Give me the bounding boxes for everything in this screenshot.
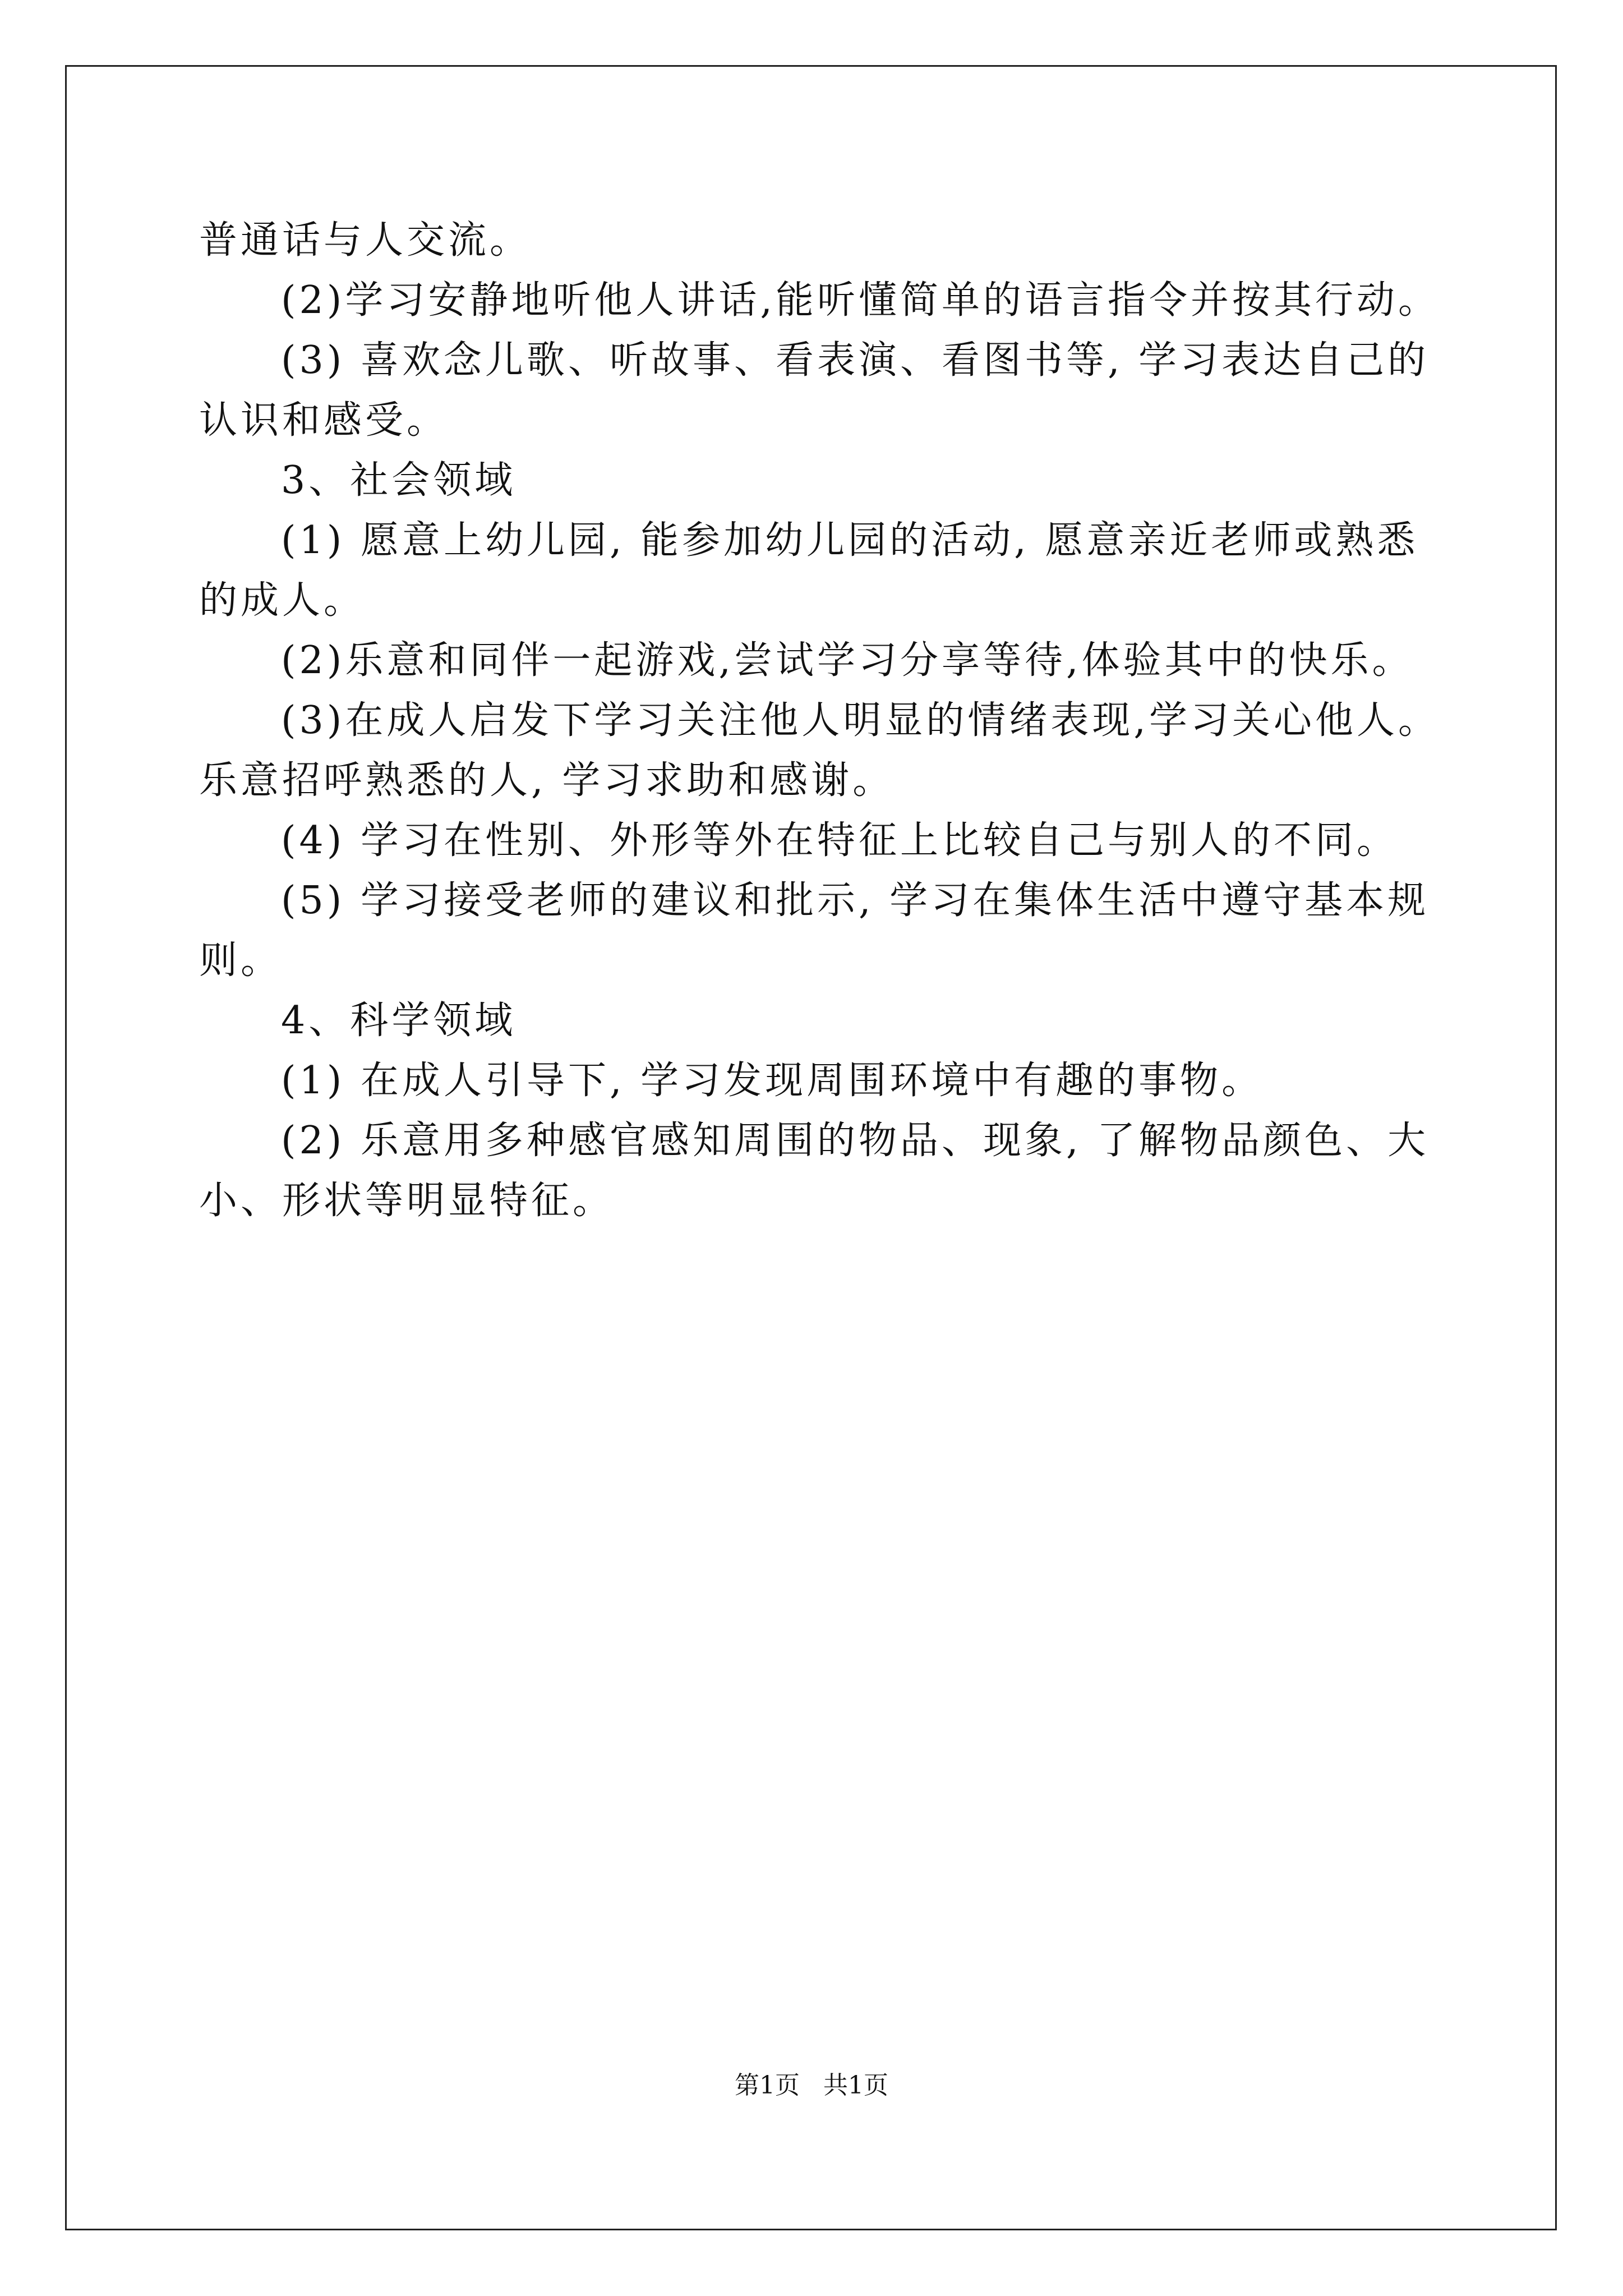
section-heading: 4、科学领域 [281,999,517,1043]
paragraph-line: 则。 [199,938,283,983]
paragraph-line: (3)在成人启发下学习关注他人明显的情绪表现,学习关心他人。 [281,698,1440,743]
paragraph-line: 认识和感受。 [199,398,449,443]
paragraph-line: (3) 喜欢念儿歌、听故事、看表演、看图书等, 学习表达自己的 [281,338,1430,383]
paragraph-line: 小、形状等明显特征。 [199,1179,615,1223]
paragraph-line: 的成人。 [199,578,366,623]
paragraph-line: (5) 学习接受老师的建议和批示, 学习在集体生活中遵守基本规 [281,878,1430,923]
paragraph-line: (1) 在成人引导下, 学习发现周围环境中有趣的事物。 [281,1059,1264,1103]
document-body [199,210,1440,1231]
paragraph-line: (4) 学习在性别、外形等外在特征上比较自己与别人的不同。 [281,818,1398,863]
paragraph-line: (2)乐意和同伴一起游戏,尝试学习分享等待,体验其中的快乐。 [281,638,1414,683]
page-number-footer: 第1页 共1页 [735,2071,888,2100]
paragraph-line: (2) 乐意用多种感官感知周围的物品、现象, 了解物品颜色、大 [281,1119,1430,1163]
paragraph-line: 乐意招呼熟悉的人, 学习求助和感谢。 [199,758,895,803]
section-heading: 3、社会领域 [281,458,517,503]
paragraph-line: 普通话与人交流。 [199,218,532,263]
paragraph-line: (1) 愿意上幼儿园, 能参加幼儿园的活动, 愿意亲近老师或熟悉 [281,518,1419,563]
paragraph-line: (2)学习安静地听他人讲话,能听懂简单的语言指令并按其行动。 [281,278,1440,323]
